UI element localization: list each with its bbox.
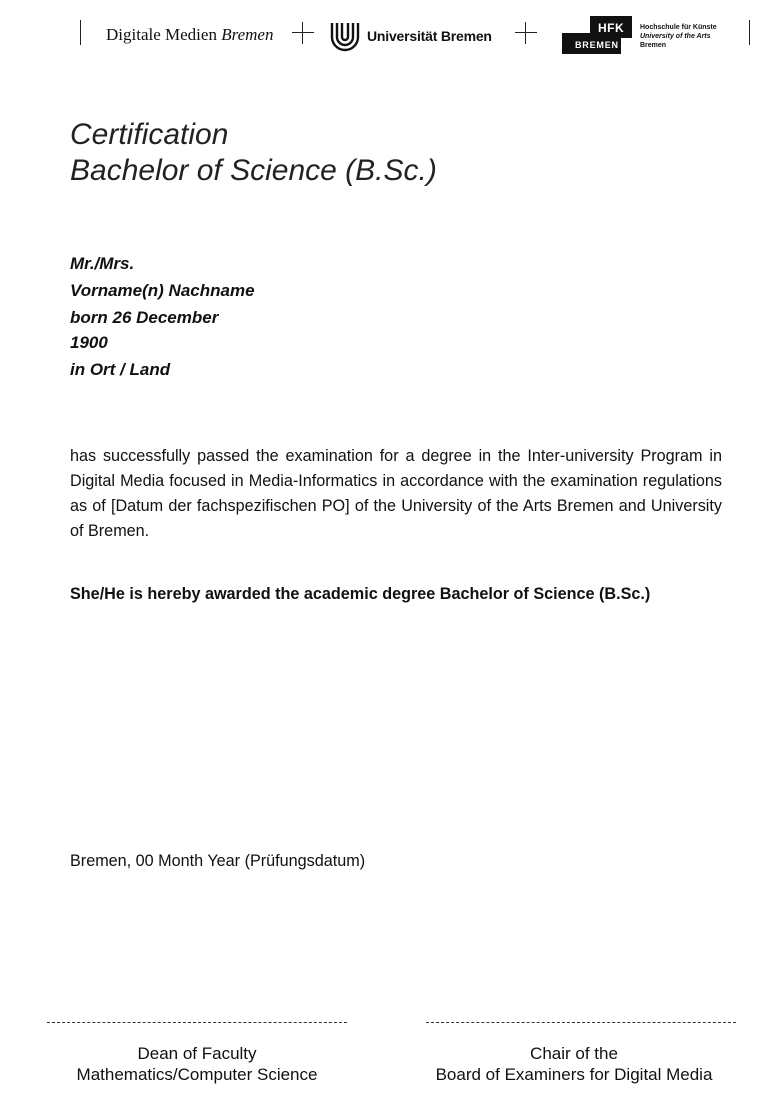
- chair-board: Board of Examiners for Digital Media: [435, 1065, 713, 1084]
- university-bremen-name: Universität Bremen: [367, 28, 492, 44]
- hfk-abbreviation: HFK: [598, 21, 625, 35]
- examination-statement: has successfully passed the examination for a degree in the Inter-university Program in Digital Media focused in Media-Informatics in accordance with the examination regulations as of [Datum der fachspezifischen PO] of the University of the Arts Bremen and University of Bremen.: [70, 447, 722, 540]
- signature-line-right: [426, 1022, 736, 1023]
- signature-line-left: [47, 1022, 347, 1023]
- header-divider-right: [749, 20, 750, 45]
- dean-faculty: Mathematics/Computer Science: [76, 1065, 318, 1084]
- place-and-date: Bremen, 00 Month Year (Prüfungsdatum): [70, 852, 366, 870]
- signature-chair: [404, 1043, 744, 1085]
- degree-title: Bachelor of Science (B.Sc.): [70, 154, 437, 187]
- certificate-title: Certification: [70, 118, 229, 151]
- digitale-medien-logo: [106, 25, 273, 45]
- plus-separator-icon: [292, 22, 314, 44]
- hfk-name-line1: Hochschule für Künste: [640, 24, 717, 31]
- recipient-birth-date: born 26 December: [70, 308, 219, 327]
- recipient-birth-place: in Ort / Land: [70, 360, 171, 379]
- recipient-birth-year: 1900: [70, 333, 108, 352]
- dean-title: Dean of Faculty: [137, 1044, 257, 1063]
- signature-dean: [47, 1043, 347, 1085]
- recipient-name: Vorname(n) Nachname: [70, 281, 255, 300]
- chair-title: Chair of the: [530, 1044, 618, 1063]
- hfk-city: BREMEN: [575, 40, 619, 50]
- digitale-medien-text: Digitale Medien: [106, 25, 217, 44]
- recipient-salutation: Mr./Mrs.: [70, 254, 135, 273]
- plus-separator-icon: [515, 22, 537, 44]
- hfk-name-line3: Bremen: [640, 42, 667, 49]
- hfk-name-line2: University of the Arts: [640, 33, 711, 40]
- university-bremen-logo-icon: [329, 20, 361, 52]
- degree-award-statement: She/He is hereby awarded the academic degree Bachelor of Science (B.Sc.): [70, 585, 651, 603]
- header-divider-left: [80, 20, 81, 45]
- digitale-medien-bremen-text: Bremen: [221, 25, 274, 44]
